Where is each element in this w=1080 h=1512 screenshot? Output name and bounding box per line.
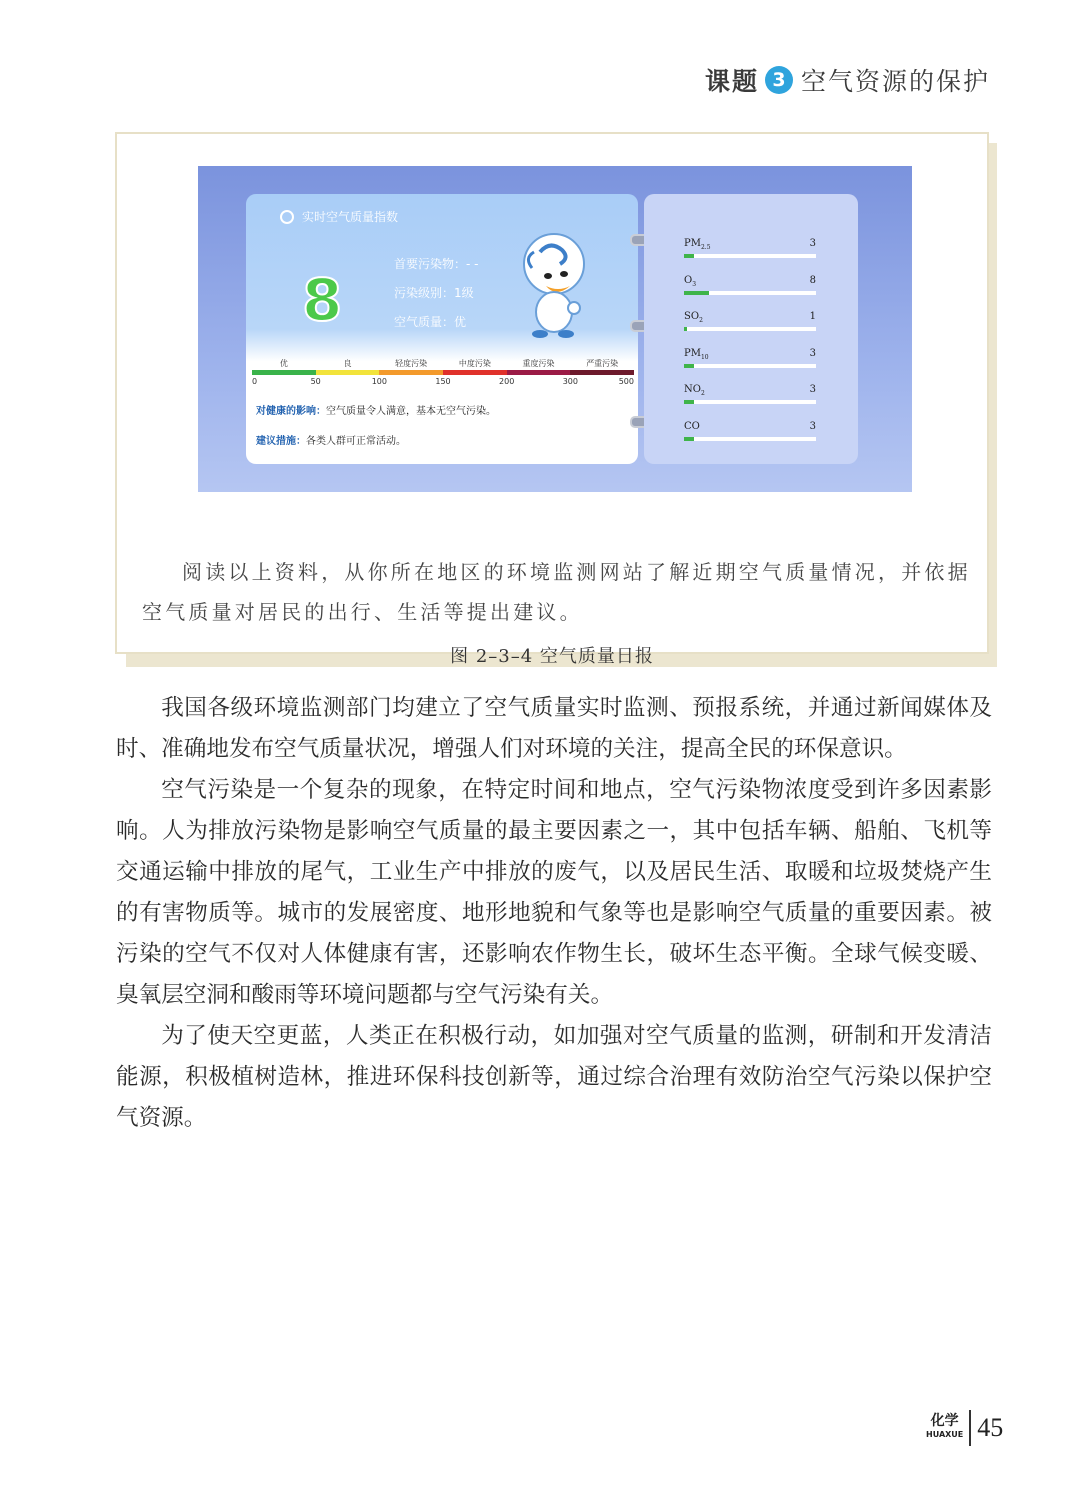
body-paragraph: 我国各级环境监测部门均建立了空气质量实时监测、预报系统，并通过新闻媒体及时、准确地发布空气质量状况，增强人们对环境的关注，提高全民的环保意识。 xyxy=(116,695,992,762)
subject-cn: 化学 xyxy=(930,1413,959,1429)
lesson-title: 空气资源的保护 xyxy=(800,67,990,96)
pollution-level: 污染级别：1级 xyxy=(394,286,474,300)
aqi-color-scale xyxy=(252,358,634,387)
pollutant-value: 3 xyxy=(809,238,816,249)
pollutant-bar-fill xyxy=(684,254,694,258)
pollutant-bar-track xyxy=(684,291,816,295)
advice xyxy=(256,432,406,447)
pollutant-bar-track xyxy=(684,327,816,331)
activity-text xyxy=(142,552,976,632)
pollutant-bar-track xyxy=(684,364,816,368)
lesson-number-badge: 3 xyxy=(765,66,793,94)
scale-label: 良 xyxy=(343,359,352,368)
health-impact-label: 对健康的影响： xyxy=(256,406,326,417)
subject-en: HUAXUE xyxy=(926,1430,964,1439)
pollutant-name: $O_3$ xyxy=(684,274,697,288)
page-number: 45 xyxy=(977,1413,1004,1442)
scale-label: 中度污染 xyxy=(458,359,491,368)
pollutant-bar-fill xyxy=(684,437,694,441)
pollutant-value: 8 xyxy=(809,274,816,286)
activity-paragraph: 阅读以上资料，从你所在地区的环境监测网站了解近期空气质量情况，并依据空气质量对居民的出行、生活等提出建议。 xyxy=(142,560,971,624)
pollutant-value: 3 xyxy=(809,347,816,359)
body-paragraph: 为了使天空更蓝，人类正在积极行动，如加强对空气质量的监测，研制和开发清洁能源，积极植树造林，推进环保科技创新等，通过综合治理有效防治空气污染以保护空气资源。 xyxy=(116,1023,992,1131)
advice-label: 建议措施： xyxy=(256,436,306,447)
aqi-card-title: 实时空气质量指数 xyxy=(302,210,399,224)
scale-tick: 0 xyxy=(252,377,258,386)
aqi-icon xyxy=(280,210,294,224)
pollutant-name: $NO_2$ xyxy=(684,384,705,397)
scale-label: 优 xyxy=(279,359,288,368)
scale-tick: 150 xyxy=(435,377,451,386)
body-paragraph: 空气污染是一个复杂的现象，在特定时间和地点，空气污染物浓度受到许多因素影响。人为排放污染物是影响空气质量的最主要因素之一，其中包括车辆、船舶、飞机等交通运输中排放的尾气，工业生产中排放的废气，以及居民生活、取暖和垃圾焚烧产生的有害物质等。城市的发展密度、地形地貌和气象等也是影响空气质量的重要因素。被污染的空气不仅对人体健康有害，还影响农作物生长，破坏生态平衡。全球气候变暖、臭氧层空洞和酸雨等环境问题都与空气污染有关。 xyxy=(116,777,992,1008)
pollutant-bar-fill xyxy=(684,400,694,404)
aqi-value: 8 xyxy=(302,266,343,334)
scale-label: 严重污染 xyxy=(586,359,619,368)
air-quality-report-figure xyxy=(198,166,912,492)
scale-tick: 500 xyxy=(618,377,634,386)
primary-pollutant: 首要污染物：- - xyxy=(394,257,479,271)
pollutant-card xyxy=(644,194,858,464)
pollutant-bar-fill xyxy=(684,327,687,331)
air-quality-grade: 空气质量：优 xyxy=(394,315,467,329)
scale-tick: 100 xyxy=(371,377,387,386)
aqi-card-header xyxy=(280,208,398,225)
pollutant-bar-fill xyxy=(684,291,709,295)
advice-text: 各类人群可正常活动。 xyxy=(306,436,406,447)
aqi-details xyxy=(394,250,478,337)
pollutant-bar-fill xyxy=(684,364,694,368)
body-text xyxy=(116,688,992,1139)
pollutant-name: $PM_{2.5}$ xyxy=(684,238,711,251)
pollutant-name: $SO_2$ xyxy=(684,311,703,324)
pollutant-name: CO xyxy=(684,420,700,432)
scale-label: 轻度污染 xyxy=(395,359,428,368)
scale-tick: 300 xyxy=(562,377,578,386)
pollutant-bar-track xyxy=(684,400,816,404)
footer-divider xyxy=(969,1410,971,1446)
figure-caption: 图 2–3–4 空气质量日报 xyxy=(450,646,654,667)
health-impact xyxy=(256,402,496,417)
mascot-illustration xyxy=(510,230,594,340)
scale-labels xyxy=(252,358,634,369)
subject-logo xyxy=(926,1414,963,1442)
scale-ticks xyxy=(252,375,634,387)
scale-label: 重度污染 xyxy=(522,359,555,368)
scale-tick: 200 xyxy=(499,377,515,386)
pollutant-name: $PM_{10}$ xyxy=(684,347,709,361)
page-footer xyxy=(926,1410,1003,1446)
pollutant-bar-track xyxy=(684,254,816,258)
health-impact-text: 空气质量令人满意，基本无空气污染。 xyxy=(326,406,496,417)
pollutant-value: 3 xyxy=(809,384,816,395)
pollutant-value: 3 xyxy=(809,420,816,432)
aqi-card xyxy=(246,194,638,464)
pollutant-value: 1 xyxy=(809,311,816,322)
chapter-header xyxy=(705,62,990,98)
scale-tick: 50 xyxy=(310,377,321,386)
pollutant-bar-track xyxy=(684,437,816,441)
lesson-label: 课题 xyxy=(704,67,759,96)
